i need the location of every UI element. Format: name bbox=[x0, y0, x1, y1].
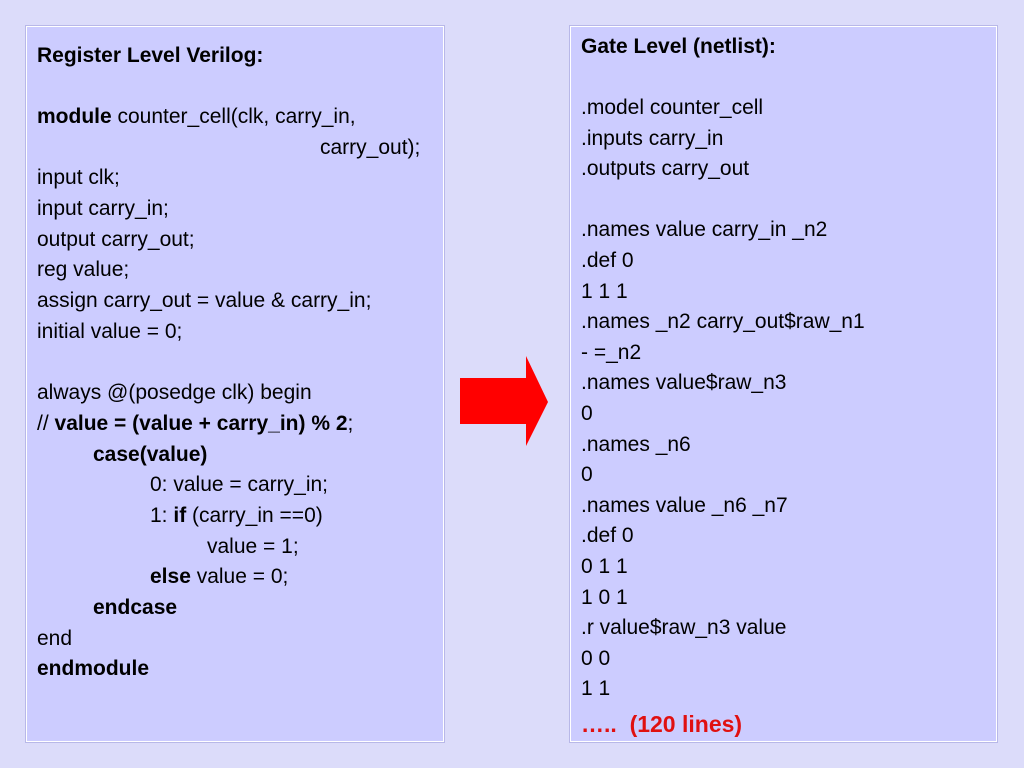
netlist-line: .r value$raw_n3 value bbox=[581, 616, 787, 640]
netlist-line: 1 0 1 bbox=[581, 585, 628, 609]
case-line: case(value) bbox=[93, 443, 208, 466]
comment-expression: value = (value + carry_in) % 2 bbox=[54, 412, 348, 435]
endmodule-line: endmodule bbox=[37, 657, 150, 680]
endcase-line: endcase bbox=[93, 596, 178, 619]
initial-line: initial value = 0; bbox=[37, 320, 183, 343]
comment-suffix: ; bbox=[347, 412, 354, 435]
right-arrow-icon bbox=[460, 356, 550, 448]
netlist-line: .def 0 bbox=[581, 524, 634, 548]
case0-line: 0: value = carry_in; bbox=[150, 473, 329, 496]
netlist-line: .names _n2 carry_out$raw_n1 bbox=[581, 310, 865, 334]
case1-condition: (carry_in ==0) bbox=[186, 504, 323, 527]
netlist-line: 0 1 1 bbox=[581, 555, 628, 578]
netlist-line: .names value carry_in _n2 bbox=[581, 218, 828, 242]
input-carry-line: input carry_in; bbox=[37, 197, 169, 220]
end-line: end bbox=[37, 627, 73, 650]
netlist-title: Gate Level (netlist): bbox=[581, 35, 776, 58]
case1-prefix: 1: bbox=[150, 504, 174, 527]
netlist-line-count: (120 lines) bbox=[629, 711, 743, 737]
netlist-line: .names _n6 bbox=[581, 432, 691, 456]
netlist-ellipsis: ….. bbox=[581, 711, 617, 737]
module-declaration: counter_cell(clk, carry_in, bbox=[111, 105, 356, 128]
netlist-line: 1 1 bbox=[581, 677, 611, 701]
case1-line bbox=[150, 501, 323, 531]
netlist-ellipsis-line bbox=[581, 709, 742, 739]
netlist-line: - =_n2 bbox=[581, 340, 642, 364]
if-keyword: if bbox=[173, 504, 187, 527]
module-keyword: module bbox=[37, 105, 112, 128]
netlist-line: .outputs carry_out bbox=[581, 157, 750, 181]
always-line: always @(posedge clk) begin bbox=[37, 381, 312, 404]
netlist-line: .names value$raw_n3 bbox=[581, 371, 787, 395]
assign-line: assign carry_out = value & carry_in; bbox=[37, 289, 372, 312]
netlist-line: 0 bbox=[581, 463, 593, 487]
comment-line bbox=[37, 409, 353, 439]
else-statement: value = 0; bbox=[190, 565, 289, 588]
arrow-shape bbox=[460, 356, 548, 446]
netlist-line: 0 bbox=[581, 402, 593, 425]
value1-line: value = 1; bbox=[207, 535, 299, 558]
netlist-line: .def 0 bbox=[581, 249, 634, 272]
output-line: output carry_out; bbox=[37, 228, 195, 251]
verilog-title: Register Level Verilog: bbox=[37, 44, 264, 67]
module-continuation: carry_out); bbox=[320, 136, 421, 159]
reg-line: reg value; bbox=[37, 258, 130, 281]
netlist-line: .model counter_cell bbox=[581, 96, 764, 119]
netlist-line: .names value _n6 _n7 bbox=[581, 493, 788, 517]
comment-prefix: // bbox=[37, 412, 55, 435]
netlist-line: 1 1 1 bbox=[581, 279, 628, 303]
netlist-line: .inputs carry_in bbox=[581, 126, 724, 150]
else-keyword: else bbox=[150, 565, 191, 588]
netlist-panel bbox=[570, 26, 997, 742]
input-clk-line: input clk; bbox=[37, 166, 120, 189]
verilog-panel bbox=[26, 26, 444, 742]
netlist-line: 0 0 bbox=[581, 646, 611, 670]
else-line bbox=[150, 562, 288, 592]
module-line bbox=[37, 102, 356, 132]
